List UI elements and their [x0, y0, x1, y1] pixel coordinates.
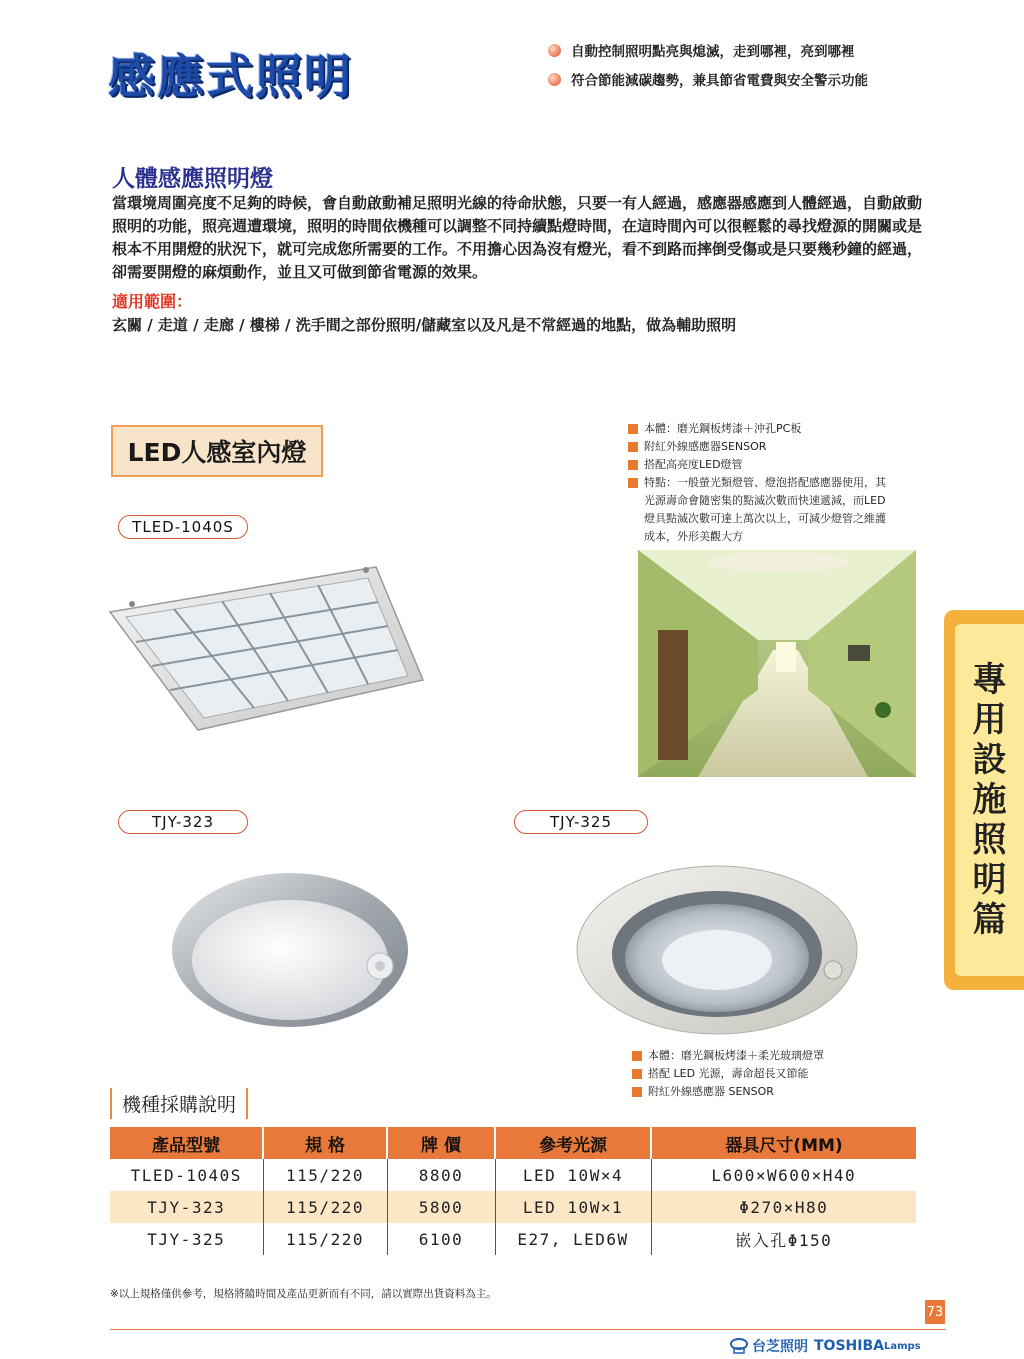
- side-tab-label: 專 用 設 施 照 明 篇: [955, 624, 1024, 976]
- table-label: 機種採購說明: [110, 1088, 248, 1119]
- table-row: TJY-323 115/220 5800 LED 10W×1 Φ270×H80: [110, 1191, 916, 1223]
- square-bullet-icon: [628, 424, 638, 434]
- brand-mark-icon: [730, 1338, 748, 1354]
- product-label-tjy-323: TJY-323: [118, 810, 248, 834]
- spec-table: [110, 1127, 916, 1255]
- brand-logo: 台芝照明 TOSHIBA Lamps: [730, 1336, 921, 1356]
- square-bullet-icon: [632, 1087, 642, 1097]
- column-header: 參考光源: [495, 1127, 651, 1159]
- square-bullet-icon: [628, 460, 638, 470]
- product-label-tjy-325: TJY-325: [514, 810, 648, 834]
- table-row: TLED-1040S 115/220 8800 LED 10W×4 L600×W600×H40: [110, 1159, 916, 1191]
- bullet-orb-icon: [548, 73, 561, 86]
- feature-list: 本體：磨光鋼板烤漆＋沖孔PC板 附紅外線感應器SENSOR 搭配高亮度LED燈管 特點：一般螢光類燈管、燈泡搭配感應器使用，其 光源壽命會隨密集的點滅次數而快速遞減，而LED 燈具點滅次數可達上萬次以上，可減少燈管之維護 成本，外形美觀大方: [628, 420, 923, 546]
- header-bullet: 自動控制照明點亮與熄滅，走到哪裡，亮到哪裡: [548, 40, 855, 60]
- footer-divider: [110, 1329, 946, 1330]
- square-bullet-icon: [632, 1051, 642, 1061]
- table-row: TJY-325 115/220 6100 E27, LED6W 嵌入孔Φ150: [110, 1223, 916, 1255]
- column-header: 產品型號: [110, 1127, 263, 1159]
- tjy-325-image: [575, 862, 860, 1037]
- intro-paragraph: 當環境周圍亮度不足夠的時候，會自動啟動補足照明光線的待命狀態，只要一有人經過，感應器感應到人體經過，自動啟動照明的功能，照亮週遭環境，照明的時間依機種可以調整不同持續點燈時間，在這時間內可以很輕鬆的尋找燈源的開關或是根本不用開燈的狀況下，就可完成您所需要的工作。不用擔心因為沒有燈光，看不到路而摔倒受傷或是只要幾秒鐘的經過，卻需要開燈的麻煩動作，並且又可做到節省電源的效果。: [112, 194, 923, 281]
- scope-text: 玄關 / 走道 / 走廊 / 樓梯 / 洗手間之部份照明/儲藏室以及凡是不常經過的地點，做為輔助照明: [112, 316, 737, 334]
- tjy-323-image: [168, 866, 413, 1031]
- product-label-tled-1040s: TLED-1040S: [118, 515, 248, 539]
- panel-light-image: [108, 562, 438, 732]
- square-bullet-icon: [632, 1069, 642, 1079]
- square-bullet-icon: [628, 478, 638, 488]
- column-header: 器具尺寸(MM): [651, 1127, 916, 1159]
- page-number: 73: [925, 1300, 945, 1324]
- feature-list-2: 本體：磨光鋼板烤漆＋柔光玻璃燈罩 搭配 LED 光源，壽命超長又節能 附紅外線感應器 SENSOR: [632, 1047, 824, 1101]
- footnote: ※以上規格僅供參考，規格將隨時間及產品更新而有不同，請以實際出貨資料為主。: [110, 1288, 497, 1300]
- section-title: 人體感應照明燈: [112, 166, 273, 192]
- column-header: 規 格: [263, 1127, 387, 1159]
- column-header: 牌 價: [387, 1127, 495, 1159]
- corridor-photo: [638, 550, 916, 777]
- led-section-title: LED人感室內燈: [111, 425, 323, 477]
- bullet-orb-icon: [548, 44, 561, 57]
- scope-label: 適用範圍：: [112, 292, 193, 311]
- square-bullet-icon: [628, 442, 638, 452]
- page-title: 感應式照明: [108, 50, 353, 105]
- header-bullet: 符合節能減碳趨勢，兼具節省電費與安全警示功能: [548, 69, 868, 89]
